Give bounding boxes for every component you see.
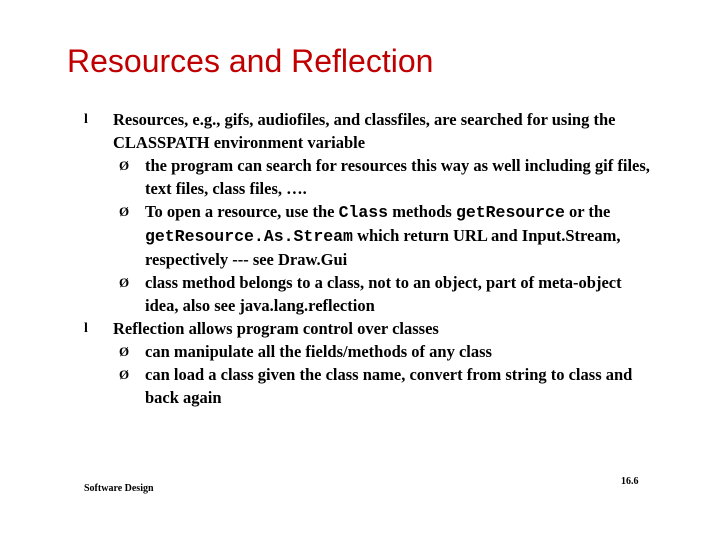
bullet-item [0, 317, 653, 340]
arrow-bullet-icon: Ø [119, 275, 130, 290]
sub-bullet-text: can load a class given the class name, convert from string to class and back again [145, 365, 633, 407]
sub-bullet-item [0, 271, 650, 317]
sub-bullet-item [0, 363, 650, 409]
code-getresource: getResource [455, 203, 565, 222]
footer-course-name: Software Design [84, 483, 154, 494]
bullet-item [0, 108, 653, 154]
sub-bullet-text [145, 202, 621, 269]
text-run: which return URL and Input.Stream, respectively --- see Draw.Gui [145, 226, 621, 269]
arrow-bullet-icon: Ø [119, 204, 130, 219]
slide-content [0, 108, 720, 409]
sub-bullet-text: class method belongs to a class, not to an object, part of meta-object idea, also see java.lang.reflection [145, 273, 622, 315]
arrow-bullet-icon: Ø [119, 158, 130, 173]
bullet-text: Resources, e.g., gifs, audiofiles, and classfiles, are searched for using the CLASSPATH environment variable [113, 110, 616, 152]
sub-bullet-item [0, 200, 650, 271]
sub-bullet-text: can manipulate all the fields/methods of any class [145, 342, 492, 361]
bullet-text: Reflection allows program control over classes [113, 319, 439, 338]
slide-title: Resources and Reflection [67, 43, 434, 79]
bullet-icon: l [84, 321, 88, 336]
bullet-icon: l [84, 112, 88, 127]
arrow-bullet-icon: Ø [119, 344, 130, 359]
text-run: To open a resource, use the [145, 202, 339, 221]
code-getresourceasstream: getResource.As.Stream [145, 227, 353, 246]
code-class: Class [338, 203, 389, 222]
sub-bullet-text: the program can search for resources this way as well including gif files, text files, class files, …. [145, 156, 650, 198]
sub-bullet-item [0, 154, 650, 200]
text-run: methods [388, 202, 456, 221]
footer-slide-number: 16.6 [621, 476, 639, 487]
sub-bullet-item [0, 340, 650, 363]
text-run: or the [564, 202, 611, 221]
arrow-bullet-icon: Ø [119, 367, 130, 382]
